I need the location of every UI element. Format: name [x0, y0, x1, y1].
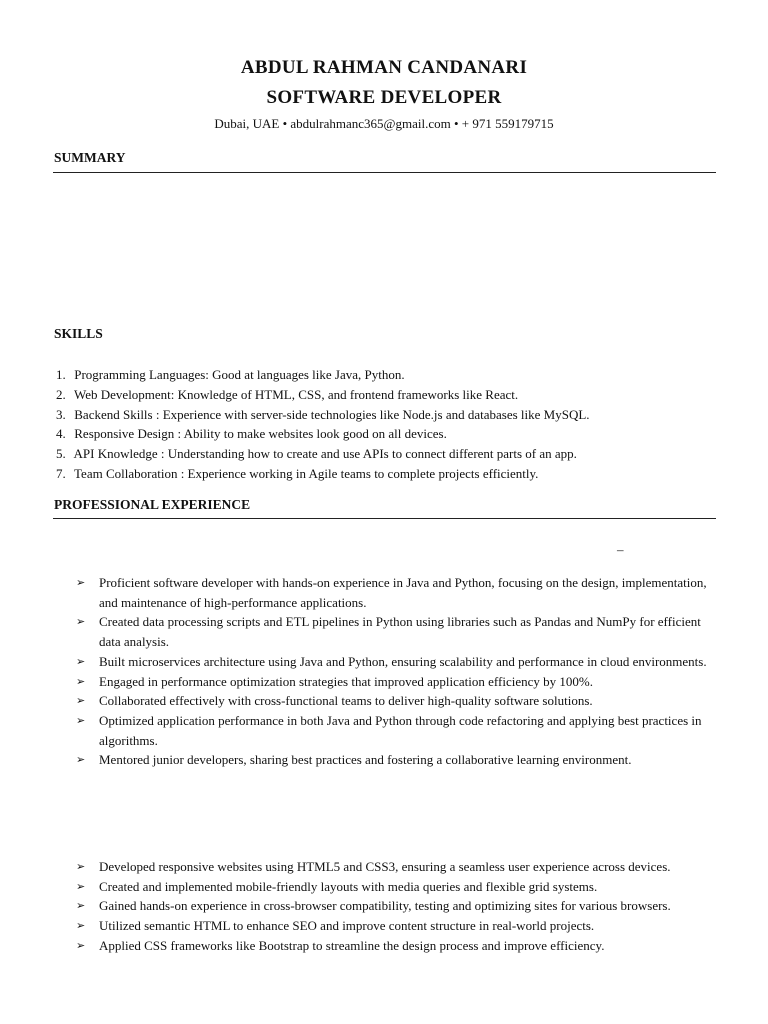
experience-list-2	[76, 857, 716, 956]
list-item: ➢ Built microservices architecture using Java and Python, ensuring scalability and performance in cloud environments.	[76, 652, 716, 672]
list-item: ➢ Created data processing scripts and ETL pipelines in Python using libraries such as Pandas and NumPy for efficient data analysis.	[76, 614, 701, 650]
experience-divider	[53, 518, 716, 519]
list-item: ➢ Proficient software developer with hands-on experience in Java and Python, focusing on the design, implementation, and maintenance of high-performance applications.	[76, 575, 707, 610]
experience-heading: PROFESSIONAL EXPERIENCE	[54, 497, 251, 512]
list-item: ➢ Engaged in performance optimization strategies that improved application efficiency by 100%.	[76, 672, 716, 692]
arrowhead-bullet-icon: ➢	[76, 576, 86, 589]
skill-item: 5. API Knowledge : Understanding how to create and use APIs to connect different parts of an app.	[56, 446, 577, 462]
skill-item: 7. Team Collaboration : Experience working in Agile teams to complete projects efficiently.	[56, 465, 539, 481]
arrowhead-bullet-icon: ➢	[76, 654, 86, 668]
skills-heading: SKILLS	[54, 326, 103, 341]
date-dash: –	[617, 542, 624, 557]
skills-list	[56, 365, 590, 484]
arrowhead-bullet-icon: ➢	[76, 938, 86, 952]
arrowhead-bullet-icon: ➢	[76, 860, 86, 873]
skill-item: 2. Web Development: Knowledge of HTML, CSS, and frontend frameworks like React.	[56, 386, 519, 402]
arrowhead-bullet-icon: ➢	[76, 753, 86, 767]
contact-line: Dubai, UAE • abdulrahmanc365@gmail.com • + 971 559179715	[214, 116, 554, 131]
job-title: SOFTWARE DEVELOPER	[266, 87, 502, 108]
skill-item: 1. Programming Languages: Good at languages like Java, Python.	[56, 367, 405, 382]
list-item: ➢ Gained hands-on experience in cross-browser compatibility, testing and optimizing sites for various browsers.	[76, 896, 716, 916]
list-item: ➢ Created and implemented mobile-friendly layouts with media queries and flexible grid systems.	[76, 877, 716, 897]
experience-list-1	[76, 573, 716, 770]
summary-heading: SUMMARY	[54, 150, 126, 165]
arrowhead-bullet-icon: ➢	[76, 674, 86, 688]
list-item: ➢ Developed responsive websites using HTML5 and CSS3, ensuring a seamless user experience across devices.	[76, 857, 716, 877]
arrowhead-bullet-icon: ➢	[76, 694, 86, 708]
arrowhead-bullet-icon: ➢	[76, 919, 86, 933]
list-item: ➢ Mentored junior developers, sharing best practices and fostering a collaborative learning environment.	[76, 750, 716, 770]
skill-item: 3. Backend Skills : Experience with server-side technologies like Node.js and databases like MySQL.	[56, 406, 590, 422]
candidate-name: ABDUL RAHMAN CANDANARI	[240, 57, 528, 78]
list-item: ➢ Optimized application performance in both Java and Python through code refactoring and applying best practices in algorithms.	[76, 712, 702, 748]
arrowhead-bullet-icon: ➢	[76, 879, 86, 893]
list-item: ➢ Utilized semantic HTML to enhance SEO and improve content structure in real-world projects.	[76, 916, 716, 936]
arrowhead-bullet-icon: ➢	[76, 713, 86, 727]
summary-divider	[53, 172, 716, 173]
arrowhead-bullet-icon: ➢	[76, 615, 86, 629]
list-item: ➢ Applied CSS frameworks like Bootstrap to streamline the design process and improve efficiency.	[76, 936, 716, 956]
arrowhead-bullet-icon: ➢	[76, 899, 86, 913]
list-item: ➢ Collaborated effectively with cross-functional teams to deliver high-quality software solutions.	[76, 691, 716, 711]
skill-item: 4. Responsive Design : Ability to make websites look good on all devices.	[56, 426, 447, 442]
